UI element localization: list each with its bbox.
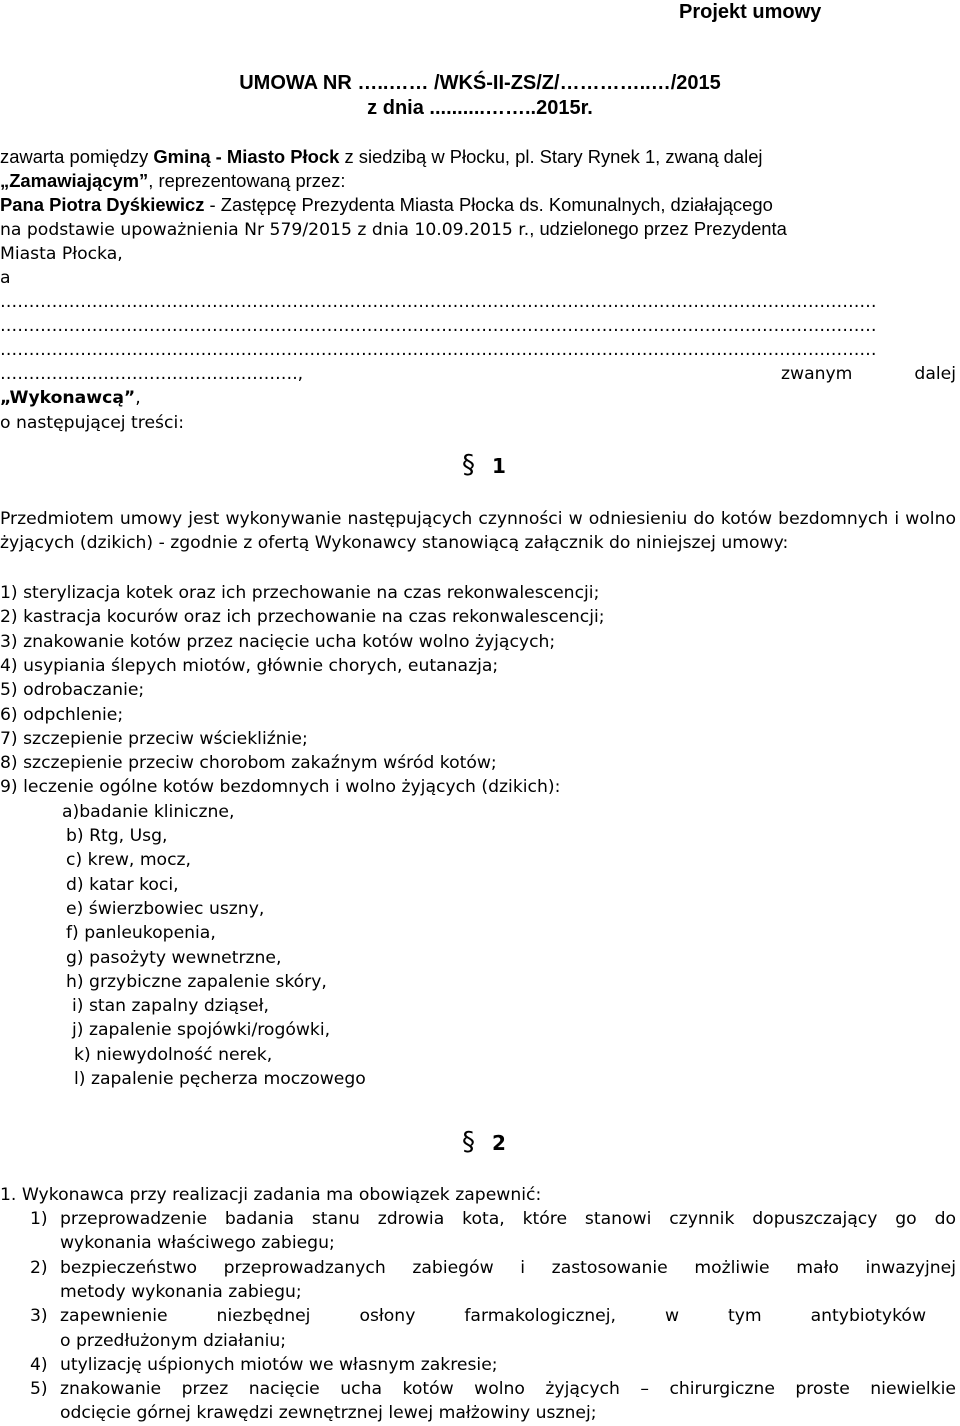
section-2-item-number: 1) [30,1209,48,1229]
section-2-item-number: 3) [30,1306,48,1327]
section-2-item-text: znakowanie przez nacięcie ucha kotów wolno żyjących – chirurgiczne proste niewielkie [60,1379,956,1400]
project-label: Projekt umowy [679,1,822,23]
parties-line-11: „Wykonawcą”, [0,388,141,408]
parties-line-10: ……………………………………………., zwanym dalej [0,364,956,384]
parties-line-3: Pana Piotra Dyśkiewicz - Zastępcę Prezydenta Miasta Płocka ds. Komunalnych, działającego [0,194,773,215]
section-1-item: 2) kastracja kocurów oraz ich przechowanie na czas rekonwalescencji; [0,607,605,628]
section-1-intro: Przedmiotem umowy jest wykonywanie następujących czynności w odniesieniu do kotów bezdomnych i wolno żyjących (dzikich) - zgodnie z ofertą Wykonawcy stanowiącą załącznik do niniejszej umowy: [0,509,956,554]
section-2-item-continuation: o przedłużonym działaniu; [60,1330,287,1351]
section-1-item: 8) szczepienie przeciw chorobom zakaźnym wśród kotów; [0,753,497,774]
section-1-subitem: b) Rtg, Usg, [66,826,168,846]
section-1-subitem: c) krew, mocz, [66,850,192,871]
parties-line-4: na podstawie upoważnienia Nr 579/2015 z dnia 10.09.2015 r., udzielonego przez Prezydenta [0,218,787,240]
section-2-item-text: zapewnienie niezbędnej osłony farmakologicznej, w tym antybiotyków [60,1306,926,1327]
section-2-item-text: utylizację uśpionych miotów we własnym zakresie; [60,1354,498,1375]
section-2-item-continuation: odcięcie górnej krawędzi zewnętrznej lewej małżowiny usznej; [60,1403,597,1424]
section-2-item-text: przeprowadzenie badania stanu zdrowia kota, które stanowi czynnik dopuszczający go do [60,1209,956,1229]
contract-date: z dnia ..........……..2015r. [367,97,593,119]
contractor-role: „Wykonawcą” [0,388,136,408]
section-2-intro: 1. Wykonawca przy realizacji zadania ma obowiązek zapewnić: [0,1185,542,1205]
client-role: „Zamawiającym” [0,170,149,191]
section-2-item-continuation: metody wykonania zabiegu; [60,1281,302,1302]
section-1-item: 1) sterylizacja kotek oraz ich przechowanie na czas rekonwalescencji; [0,583,600,603]
section-1-subitem: h) grzybiczne zapalenie skóry, [66,971,327,992]
parties-line-5: Miasta Płocka, [0,244,123,264]
section-1-subitem: g) pasożyty wewnetrzne, [66,947,282,968]
section-1-item: 9) leczenie ogólne kotów bezdomnych i wolno żyjących (dzikich): [0,777,561,798]
contractor-blank-1: ……………………………………………………………………………………………………………………………………… [0,292,877,312]
section-1-subitem: k) niewydolność nerek, [74,1044,273,1065]
section-1-subitem: d) katar koci, [66,874,179,895]
section-1-item: 4) usypiania ślepych miotów, głównie chorych, eutanazja; [0,655,499,676]
section-2-item-number: 4) [30,1354,48,1375]
section-2-heading: § 2 [462,1127,506,1157]
section-1-subitem: j) zapalenie spojówki/rogówki, [72,1020,331,1041]
parties-line-2: „Zamawiającym”, reprezentowaną przez: [0,170,346,191]
section-1-subitem: e) świerzbowiec uszny, [66,898,265,919]
parties-line-12: o następującej treści: [0,413,185,433]
section-2-item-continuation: wykonania właściwego zabiegu; [60,1233,335,1254]
section-1-subitem: l) zapalenie pęcherza moczowego [74,1069,366,1089]
contractor-blank-3: ……………………………………………………………………………………………………………………………………… [0,340,877,360]
contractor-blank-2: ……………………………………………………………………………………………………………………………………… [0,316,877,336]
section-1-item: 5) odrobaczanie; [0,680,145,701]
section-1-subitem: f) panleukopenia, [66,923,216,944]
parties-line-6: a [0,268,11,288]
section-2-item-number: 2) [30,1257,48,1278]
contract-title: UMOWA NR …..…… /WKŚ-II-ZS/Z/…………..…/2015 [239,72,721,94]
section-1-item: 7) szczepienie przeciw wściekliźnie; [0,728,308,749]
section-1-heading: § 1 [462,450,506,480]
section-1-subitem: i) stan zapalny dziąseł, [72,996,269,1017]
section-1-item: 3) znakowanie kotów przez nacięcie ucha kotów wolno żyjących; [0,631,556,652]
section-1-item: 6) odpchlenie; [0,704,124,725]
parties-line-1: zawarta pomiędzy Gminą - Miasto Płock z siedzibą w Płocku, pl. Stary Rynek 1, zwaną dalej [0,146,763,167]
section-1-subitem: a)badanie kliniczne, [62,801,235,822]
representative-name: Pana Piotra Dyśkiewicz [0,194,205,215]
section-2-item-text: bezpieczeństwo przeprowadzanych zabiegów i zastosowanie możliwie mało inwazyjnej [60,1257,956,1278]
section-2-item-number: 5) [30,1379,48,1400]
